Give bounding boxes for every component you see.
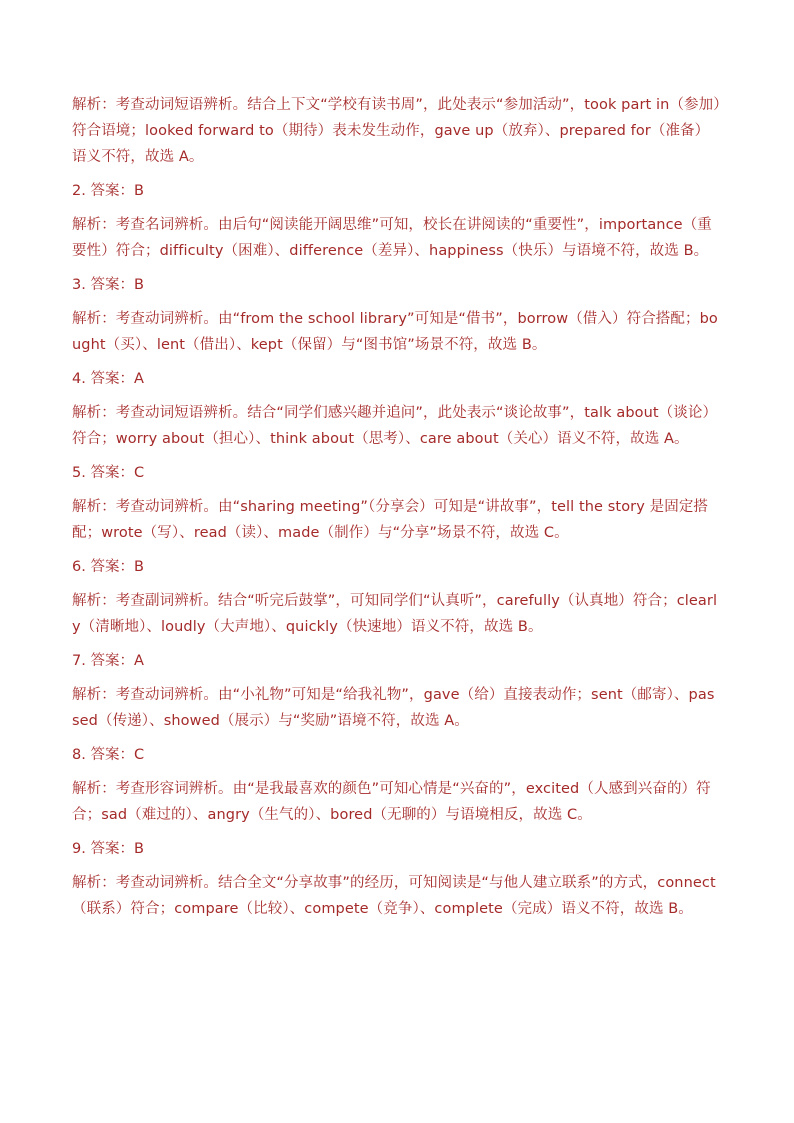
explanation-7: 解析：考查动词辨析。由“小礼物”可知是“给我礼物”，gave（给）直接表动作；sent（邮寄）、passed（传递）、showed（展示）与“奖励”语境不符，故选 A。 bbox=[72, 687, 715, 729]
answer-9: 9. 答案：B bbox=[72, 841, 144, 857]
answer-6: 6. 答案：B bbox=[72, 559, 144, 575]
answer-2: 2. 答案：B bbox=[72, 183, 144, 199]
explanation-5: 解析：考查动词辨析。由“sharing meeting”（分享会）可知是“讲故事”，tell the story 是固定搭配；wrote（写）、read（读）、made（制作）与“分享”场景不符，故选 C。 bbox=[72, 499, 709, 541]
explanation-6: 解析：考查副词辨析。结合“听完后鼓掌”，可知同学们“认真听”，carefully（认真地）符合；clearly（清晰地）、loudly（大声地）、quickly（快速地）语义不符，故选 B。 bbox=[72, 593, 718, 635]
answer-4: 4. 答案：A bbox=[72, 371, 144, 387]
answer-key-page bbox=[72, 92, 722, 930]
explanation-9: 解析：考查动词辨析。结合全文“分享故事”的经历，可知阅读是“与他人建立联系”的方式，connect（联系）符合；compare（比较）、compete（竞争）、complete（完成）语义不符，故选 B。 bbox=[72, 875, 716, 917]
answer-5: 5. 答案：C bbox=[72, 465, 145, 481]
answer-7: 7. 答案：A bbox=[72, 653, 144, 669]
explanation-3: 解析：考查动词辨析。由“from the school library”可知是“借书”，borrow（借入）符合搭配；bought（买）、lent（借出）、kept（保留）与“图书馆”场景不符，故选 B。 bbox=[72, 311, 718, 353]
explanation-4: 解析：考查动词短语辨析。结合“同学们感兴趣并追问”，此处表示“谈论故事”，talk about（谈论）符合；worry about（担心）、think about（思考）、care about（关心）语义不符，故选 A。 bbox=[72, 405, 718, 447]
explanation-1: 解析：考查动词短语辨析。结合上下文“学校有读书周”，此处表示“参加活动”，took part in（参加）符合语境；looked forward to（期待）表未发生动作，gave up（放弃）、prepared for（准备）语义不符，故选 A。 bbox=[72, 97, 721, 165]
explanation-8: 解析：考查形容词辨析。由“是我最喜欢的颜色”可知心情是“兴奋的”，excited（人感到兴奋的）符合；sad（难过的）、angry（生气的）、bored（无聊的）与语境相反，故选 C。 bbox=[72, 781, 711, 823]
answer-8: 8. 答案：C bbox=[72, 747, 145, 763]
explanation-2: 解析：考查名词辨析。由后句“阅读能开阔思维”可知，校长在讲阅读的“重要性”，importance（重要性）符合；difficulty（困难）、difference（差异）、happiness（快乐）与语境不符，故选 B。 bbox=[72, 217, 712, 259]
answer-3: 3. 答案：B bbox=[72, 277, 144, 293]
